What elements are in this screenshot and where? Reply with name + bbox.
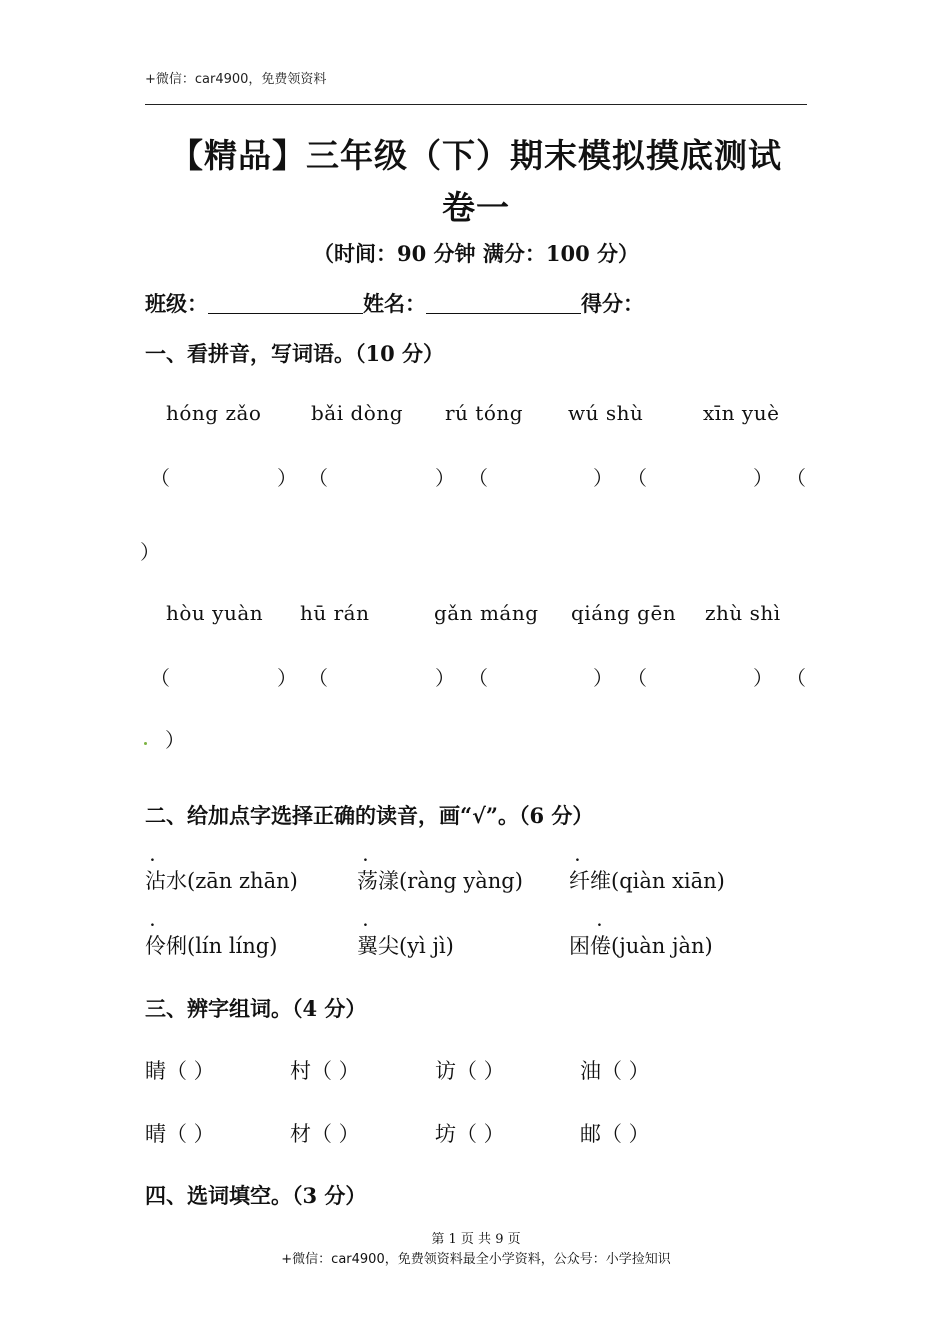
score-label: 得分： xyxy=(581,291,644,316)
pinyin-1-4: wú shù xyxy=(568,401,644,425)
name-blank[interactable] xyxy=(426,293,581,314)
reading-item-3: 纤维(qiàn xiān) xyxy=(569,869,725,893)
pinyin-2-3: gǎn máng xyxy=(434,601,539,625)
pinyin-2-1: hòu yuàn xyxy=(166,601,264,625)
emphasis-dot: . xyxy=(575,849,580,865)
section1-heading: 一、看拼音，写词语。（10 分） xyxy=(145,341,445,366)
class-blank[interactable] xyxy=(208,293,363,314)
header-divider xyxy=(145,104,807,105)
class-label: 班级： xyxy=(145,291,208,316)
paren-close: ） xyxy=(435,466,455,490)
reading-item-6: 困倦(juàn jàn) xyxy=(569,934,713,958)
pinyin-2-2: hū rán xyxy=(300,601,370,625)
word-item: 睛（ ） xyxy=(145,1059,215,1083)
word-item: 油（ ） xyxy=(580,1059,650,1083)
pinyin-2-4: qiáng gēn xyxy=(571,601,677,625)
name-label: 姓名： xyxy=(363,291,426,316)
paren-close: ） xyxy=(593,666,613,690)
section3-heading: 三、辨字组词。（4 分） xyxy=(145,996,367,1021)
word-item: 邮（ ） xyxy=(580,1122,650,1146)
paren-open: （ xyxy=(150,666,170,690)
paren-close: ） xyxy=(753,466,773,490)
reading-item-5: 翼尖(yì jì) xyxy=(357,934,454,958)
paren-close: ） xyxy=(140,540,160,564)
paren-open: （ xyxy=(308,666,328,690)
paren-open: （ xyxy=(150,466,170,490)
paren-close: ） xyxy=(593,466,613,490)
pinyin-1-2: bǎi dòng xyxy=(311,401,404,425)
page-title-line1: 【精品】三年级（下）期末模拟摸底测试 xyxy=(170,136,782,175)
page-number: 第 1 页 共 9 页 xyxy=(431,1232,521,1247)
word-item: 晴（ ） xyxy=(145,1122,215,1146)
paren-open: （ xyxy=(627,666,647,690)
paren-close: ） xyxy=(753,666,773,690)
paren-close: ） xyxy=(165,728,185,752)
section2-heading: 二、给加点字选择正确的读音，画“√”。（6 分） xyxy=(145,803,594,828)
exam-time-score: （时间：90 分钟 满分：100 分） xyxy=(313,241,639,266)
pinyin-1-1: hóng zǎo xyxy=(166,401,262,425)
paren-open: （ xyxy=(308,466,328,490)
section4-heading: 四、选词填空。（3 分） xyxy=(145,1183,367,1208)
emphasis-dot: . xyxy=(363,849,368,865)
emphasis-dot: . xyxy=(150,849,155,865)
pinyin-1-3: rú tóng xyxy=(445,401,524,425)
stray-mark xyxy=(144,742,147,745)
footer-watermark: +微信：car4900，免费领资料最全小学资料，公众号：小学捡知识 xyxy=(281,1252,671,1267)
reading-item-4: 伶俐(lín líng) xyxy=(145,934,278,958)
paren-open: （ xyxy=(468,666,488,690)
paren-open: （ xyxy=(468,466,488,490)
page-title-line2: 卷一 xyxy=(442,188,510,227)
paren-close: ） xyxy=(435,666,455,690)
paren-open: （ xyxy=(627,466,647,490)
paren-close: ） xyxy=(277,666,297,690)
pinyin-2-5: zhù shì xyxy=(705,601,781,625)
word-item: 访（ ） xyxy=(435,1059,505,1083)
word-item: 材（ ） xyxy=(290,1122,360,1146)
emphasis-dot: . xyxy=(363,914,368,930)
emphasis-dot: . xyxy=(597,914,602,930)
paren-close: ） xyxy=(277,466,297,490)
word-item: 村（ ） xyxy=(290,1059,360,1083)
student-info-row xyxy=(145,288,644,318)
paren-open: （ xyxy=(786,666,806,690)
reading-item-1: 沾水(zān zhān) xyxy=(145,869,298,893)
header-watermark: +微信：car4900，免费领资料 xyxy=(145,72,327,87)
word-item: 坊（ ） xyxy=(435,1122,505,1146)
pinyin-1-5: xīn yuè xyxy=(703,401,780,425)
emphasis-dot: . xyxy=(150,914,155,930)
paren-open: （ xyxy=(786,466,806,490)
reading-item-2: 荡漾(ràng yàng) xyxy=(357,869,523,893)
